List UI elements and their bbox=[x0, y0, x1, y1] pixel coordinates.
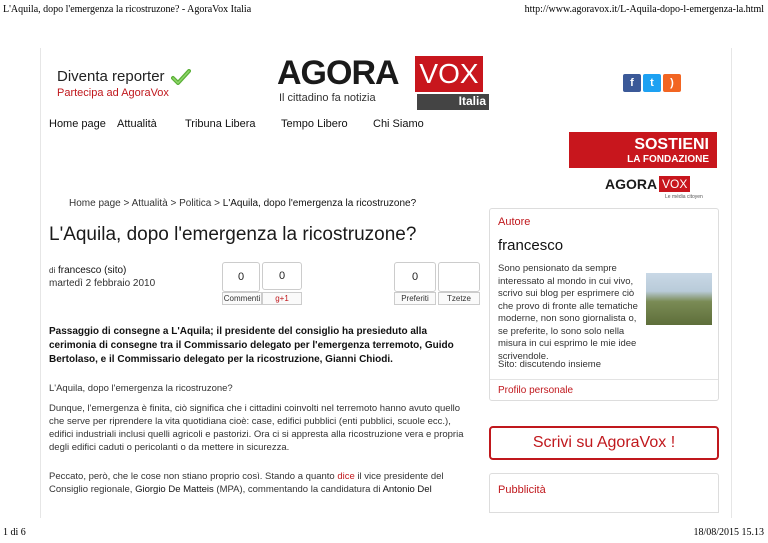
name-antonio-del: Antonio Del bbox=[382, 484, 432, 495]
article-paragraph-1: L'Aquila, dopo l'emergenza la ricostruzone? bbox=[49, 383, 233, 394]
banner-motto: Le média citoyen bbox=[665, 194, 703, 200]
breadcrumb-current: L'Aquila, dopo l'emergenza la ricostruzone? bbox=[222, 198, 417, 209]
comments-button[interactable]: Commenti bbox=[223, 294, 261, 303]
logo-country: Italia bbox=[417, 94, 489, 110]
print-footer-datetime: 18/08/2015 15.13 bbox=[693, 527, 764, 538]
rss-icon[interactable]: ) bbox=[663, 74, 681, 92]
article-byline bbox=[49, 264, 155, 290]
plus-counter[interactable]: 0 bbox=[262, 262, 302, 290]
author-box-label: Autore bbox=[498, 216, 531, 228]
nav-tempo-libero[interactable]: Tempo Libero bbox=[281, 118, 348, 130]
banner-logo-vox: VOX bbox=[659, 176, 690, 192]
preferiti-counter[interactable]: 0 bbox=[394, 262, 436, 292]
nav-tribuna-libera[interactable]: Tribuna Libera bbox=[185, 118, 256, 130]
nav-attualita[interactable]: Attualità bbox=[117, 118, 157, 130]
author-box bbox=[489, 208, 719, 401]
support-foundation-banner[interactable] bbox=[569, 132, 717, 208]
article-title: L'Aquila, dopo l'emergenza la ricostruzone? bbox=[49, 224, 417, 245]
byline-prefix: di bbox=[49, 266, 56, 275]
ads-label: Pubblicità bbox=[498, 484, 546, 496]
google-plus-button[interactable]: g+1 bbox=[262, 292, 302, 305]
dice-link[interactable]: dice bbox=[337, 471, 355, 482]
main-nav bbox=[49, 118, 443, 130]
banner-line1: SOSTIENI bbox=[634, 136, 709, 153]
author-name[interactable]: francesco bbox=[498, 237, 564, 254]
print-footer-page: 1 di 6 bbox=[3, 527, 26, 538]
comments-counter[interactable]: 0 bbox=[222, 262, 260, 292]
banner-logo bbox=[569, 168, 717, 208]
logo-tagline: Il cittadino fa notizia bbox=[279, 92, 376, 104]
article-paragraph-3: Peccato, però, che le cose non stiano proprio così. Stando a quanto dice il vice presidente del Consiglio regionale, Giorgio De Matteis (MPA), commentando la candidatura di Antonio Del bbox=[49, 471, 444, 495]
profile-link[interactable]: Profilo personale bbox=[498, 385, 574, 396]
print-header-url: http://www.agoravox.it/L-Aquila-dopo-l-emergenza-la.html bbox=[524, 4, 764, 15]
tweet-counter[interactable] bbox=[438, 262, 480, 292]
nav-home[interactable]: Home page bbox=[49, 118, 106, 130]
become-reporter-title: Diventa reporter bbox=[57, 68, 165, 85]
social-links bbox=[623, 74, 681, 92]
become-reporter-subtitle[interactable]: Partecipa ad AgoraVox bbox=[57, 87, 169, 99]
byline-author[interactable]: francesco (sito) bbox=[58, 265, 127, 276]
become-reporter[interactable] bbox=[57, 68, 191, 99]
logo-agora: AGORA bbox=[277, 54, 399, 92]
twitter-icon[interactable]: t bbox=[643, 74, 661, 92]
article-lead: Passaggio di consegne a L'Aquila; il presidente del consiglio ha presieduto alla cerimonia di consegne tra il Commissario delegato per l'emergenza terremoto, Guido Bertolaso, e il Commissario delegato per la ricostruzione, Gianni Chiodi. bbox=[49, 326, 454, 365]
name-de-matteis: Giorgio De Matteis bbox=[135, 484, 214, 495]
author-site[interactable]: Sito: discutendo insieme bbox=[498, 359, 601, 370]
banner-logo-agora: AGORA bbox=[605, 176, 658, 192]
checkmark-icon bbox=[171, 69, 191, 85]
article-date: martedì 2 febbraio 2010 bbox=[49, 278, 156, 289]
banner-line2: LA FONDAZIONE bbox=[627, 154, 709, 165]
print-header-title: L'Aquila, dopo l'emergenza la ricostruzone? - AgoraVox Italia bbox=[3, 4, 252, 15]
article-paragraph-2: Dunque, l'emergenza è finita, ciò significa che i cittadini coinvolti nel terremoto hanno avuto quello che serve per riprendere la vita quotidiana cioè: case, edifici pubblici (enti pubblici, scuole ecc.), edifici industriali inclusi quelli agricoli e pastorizi. Ora ci si appresta alla ricostruzione vera e propria degli edifici caduti o pericolanti o da mettere in sicurezza. bbox=[49, 403, 464, 453]
nav-chi-siamo[interactable]: Chi Siamo bbox=[373, 118, 424, 130]
tzetze-button[interactable]: Tzetze bbox=[438, 292, 480, 305]
logo-vox: VOX bbox=[415, 56, 483, 92]
breadcrumb: Home page > Attualità > Politica > L'Aquila, dopo l'emergenza la ricostruzone? bbox=[69, 198, 417, 209]
agoravox-logo[interactable] bbox=[277, 54, 489, 110]
author-bio: Sono pensionato da sempre interessato al mondo in cui vivo, scrivo sui blog per esprimere ciò che provo di fronte alle tematiche moderne, non sono giornalista o, se preferite, lo sono solo nella misura in cui esprimo le mie idee scrivendole. bbox=[498, 263, 638, 362]
page-container bbox=[40, 48, 732, 518]
breadcrumb-home[interactable]: Home page bbox=[69, 198, 121, 209]
write-on-agoravox-button[interactable]: Scrivi su AgoraVox ! bbox=[489, 426, 719, 460]
breadcrumb-subsection[interactable]: Politica bbox=[179, 198, 212, 209]
breadcrumb-section[interactable]: Attualità bbox=[131, 198, 168, 209]
ads-box bbox=[489, 473, 719, 513]
preferiti-button[interactable]: Preferiti bbox=[394, 292, 436, 305]
facebook-icon[interactable]: f bbox=[623, 74, 641, 92]
author-box-divider bbox=[490, 379, 718, 380]
